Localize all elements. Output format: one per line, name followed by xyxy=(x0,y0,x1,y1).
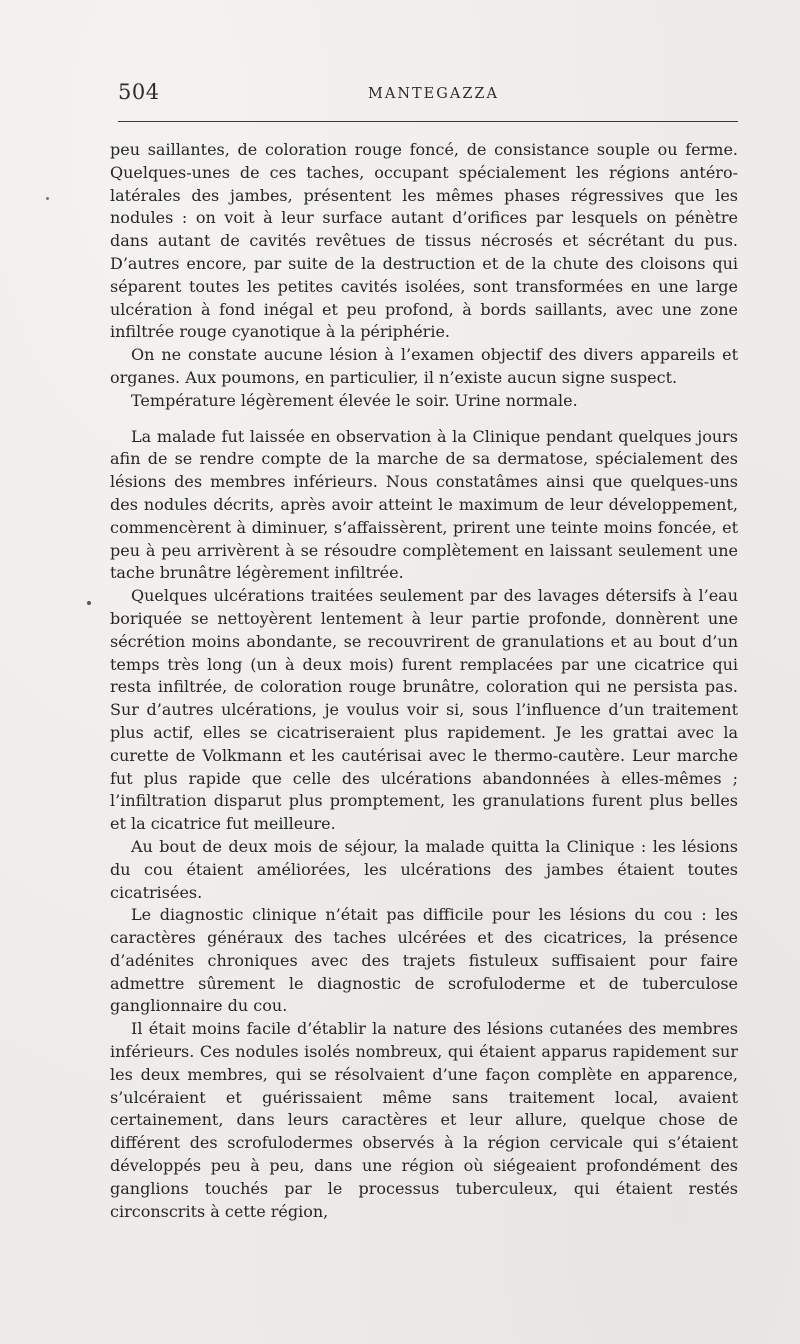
running-head: MANTEGAZZA xyxy=(368,86,499,102)
paragraph: Quelques ulcérations traitées seulement par des lavages détersifs à l’eau boriquée se nettoyèrent lentement à leur partie profonde, donnèrent une sécrétion moins abondante, se recouvrirent de granulations et au bout d’un temps très long (un à deux mois) furent remplacées par une cicatrice qui resta infiltrée, de coloration rouge brunâtre, coloration qui ne persista pas. Sur d’autres ulcérations, je voulus voir si, sous l’influence d’un traitement plus actif, elles se cicatriseraient plus rapidement. Je les grattai avec la curette de Volkmann et les cautérisai avec le thermo-cautère. Leur marche fut plus rapide que celle des ulcérations abandonnées à elles-mêmes ; l’infiltration disparut plus promptement, les granulations furent plus belles et la cicatrice fut meilleure. xyxy=(110,586,738,834)
page-number: 504 xyxy=(118,80,160,104)
ink-speck xyxy=(46,197,49,200)
paragraph: Température légèrement élevée le soir. Urine normale. xyxy=(131,390,578,410)
header-rule xyxy=(118,121,738,122)
paragraph: peu saillantes, de coloration rouge foncé, de consistance souple ou ferme. Quelques-unes de ces taches, occupant spécialement les régions antéro-latérales des jambes, présentent les mêmes phases régressives que les nodules : on voit à leur surface autant d’orifices par lesquels on pénètre dans autant de cavités revêtues de tissus nécrosés et sécrétant du pus. D’autres encore, par suite de la destruction et de la chute des cloisons qui séparent toutes les petites cavités isolées, sont transformées en une large ulcération à fond inégal et peu profond, à bords saillants, avec une zone infiltrée rouge cyanotique à la périphérie. xyxy=(110,140,738,342)
paragraph: Au bout de deux mois de séjour, la malade quitta la Clinique : les lésions du cou étaient améliorées, les ulcérations des jambes étaient toutes cicatrisées. xyxy=(110,836,738,902)
paragraph: Il était moins facile d’établir la nature des lésions cutanées des membres inférieurs. Ces nodules isolés nombreux, qui étaient apparus rapidement sur les deux membres, qui se résolvaient d’une façon complète en apparence, s’ulcéraient et guérissaient même sans traitement local, avaient certainement, dans leurs caractères et leur allure, quelque chose de différent des scrofulodermes observés à la région cervicale qui s’étaient développés peu à peu, dans une région où siégeaient profondément des ganglions touchés par le processus tuberculeux, qui étaient restés circonscrits à cette région, xyxy=(110,1019,738,1221)
paragraph: Le diagnostic clinique n’était pas difficile pour les lésions du cou : les caractères généraux des taches ulcérées et des cicatrices, la présence d’adénites chroniques avec des trajets fistuleux suffisaient pour faire admettre sûrement le diagnostic de scrofuloderme et de tuberculose ganglionnaire du cou. xyxy=(110,905,738,1016)
page-header xyxy=(118,78,738,112)
paragraph: La malade fut laissée en observation à la Clinique pendant quelques jours afin de se rendre compte de la marche de sa dermatose, spécialement des lésions des membres inférieurs. Nous constatâmes ainsi que quelques-uns des nodules décrits, après avoir atteint le maximum de leur développement, commencèrent à diminuer, s’affaissèrent, prirent une teinte moins foncée, et peu à peu arrivèrent à se résoudre complètement en laissant seulement une tache brunâtre légèrement infiltrée. xyxy=(110,426,738,583)
paragraph: On ne constate aucune lésion à l’examen objectif des divers appareils et organes. Aux poumons, en particulier, il n’existe aucun signe suspect. xyxy=(110,345,738,387)
body-text xyxy=(110,139,738,1223)
ink-speck xyxy=(87,601,91,605)
